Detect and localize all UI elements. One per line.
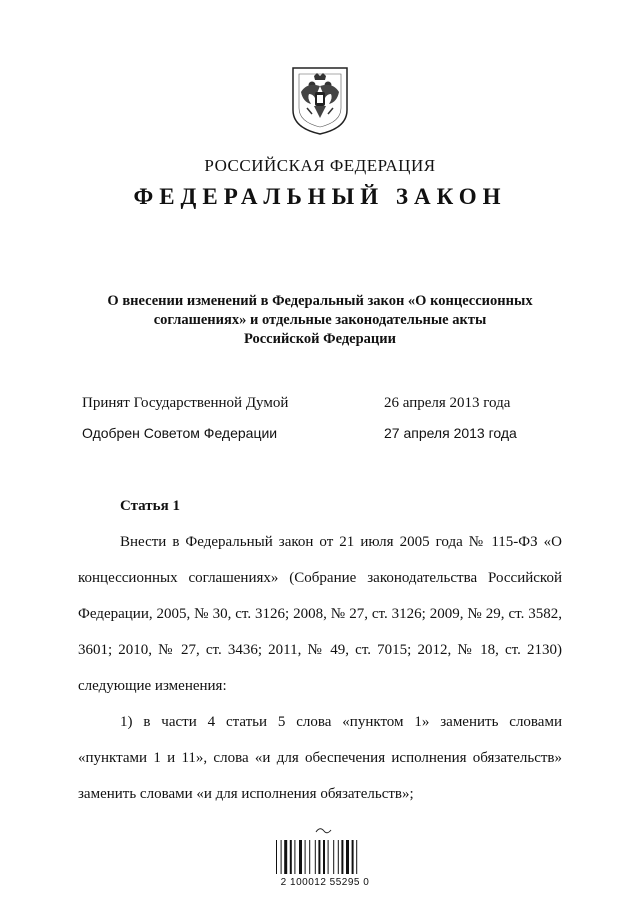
duma-adoption-date: 26 апреля 2013 года: [384, 395, 511, 411]
subject-line-2: соглашениях» и отдельные законодательные акты: [153, 312, 487, 328]
law-title: ФЕДЕРАЛЬНЫЙ ЗАКОН: [133, 184, 507, 209]
law-subject: [60, 292, 580, 349]
article-paragraph-2: 1) в части 4 статьи 5 слова «пунктом 1» заменить словами «пунктами 1 и 11», слова «и для обеспечения исполнения обязательств» заменить словами «и для исполнения обязательств»;: [78, 714, 562, 802]
barcode-icon: [264, 826, 384, 878]
russian-coat-of-arms-icon: [285, 64, 355, 136]
duma-adoption-label: Принят Государственной Думой: [82, 395, 289, 411]
subject-line-3: Российской Федерации: [243, 331, 396, 347]
council-approval-date: 27 апреля 2013 года: [384, 425, 517, 441]
article-paragraph-1: Внести в Федеральный закон от 21 июля 2005 года № 115-ФЗ «О концессионных соглашениях» (Собрание законодательства Российской Федерации, 2005, № 30, ст. 3126; 2008, № 27, ст. 3126; 2009, № 29, ст. 3582, 3601; 2010, № 27, ст. 3436; 2011, № 49, ст. 7015; 2012, № 18, ст. 2130) следующие изменения:: [78, 534, 562, 694]
article-heading: Статья 1: [120, 498, 180, 514]
barcode-number: 2 100012 55295 0: [280, 877, 370, 888]
country-name: РОССИЙСКАЯ ФЕДЕРАЦИЯ: [204, 156, 436, 175]
subject-line-1: О внесении изменений в Федеральный закон «О концессионных: [107, 293, 533, 309]
council-approval-label: Одобрен Советом Федерации: [82, 425, 278, 441]
